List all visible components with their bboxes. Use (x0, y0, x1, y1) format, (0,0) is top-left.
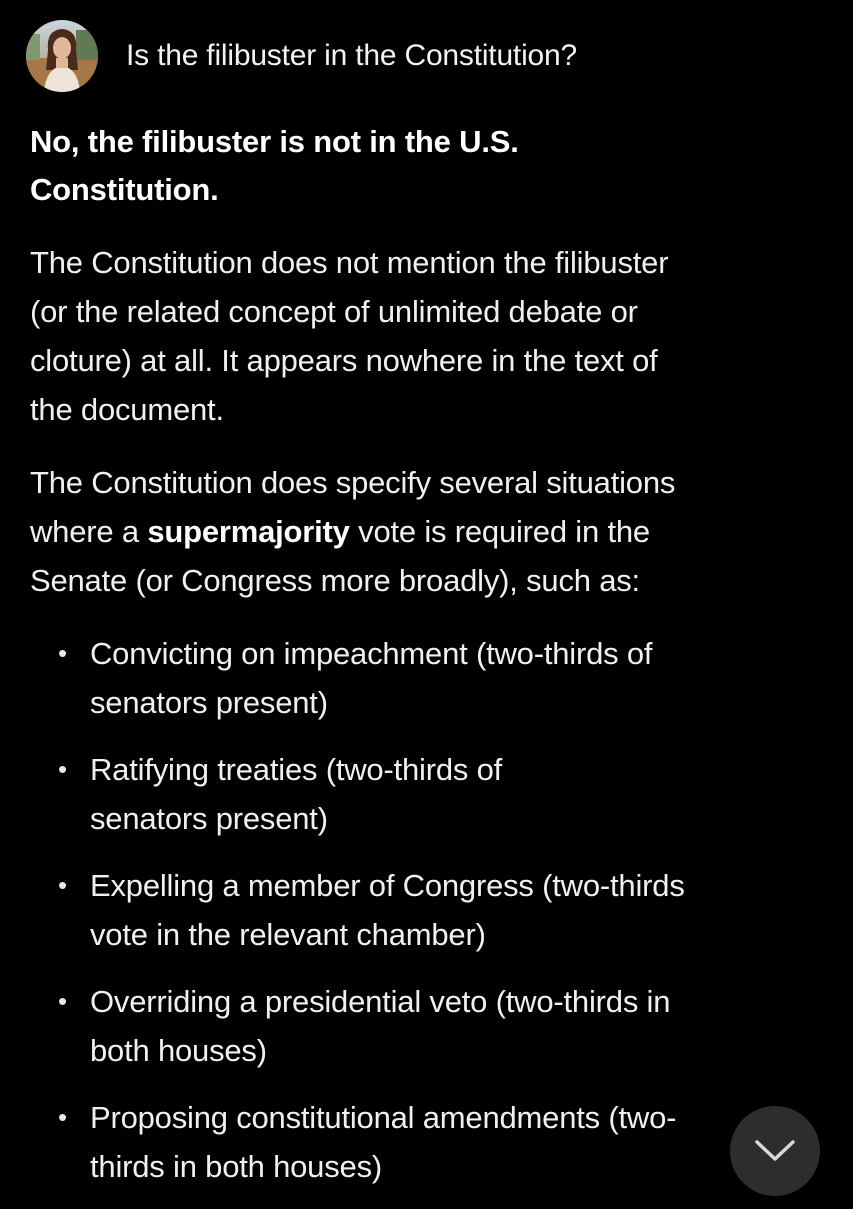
list-item-line: Ratifying treaties (two-thirds of (90, 752, 503, 787)
list-item-line: Overriding a presidential veto (two-thirds in (90, 984, 671, 1019)
supermajority-list (30, 629, 830, 1191)
paragraph-line: cloture) at all. It appears nowhere in the text of (30, 343, 658, 378)
bullet-icon: • (58, 870, 67, 900)
answer-lead (30, 118, 830, 214)
paragraph-line: the document. (30, 392, 224, 427)
paragraph-line: The Constitution does not mention the filibuster (30, 245, 669, 280)
paragraph-line: Senate (or Congress more broadly), such as: (30, 563, 640, 598)
scroll-to-bottom-button[interactable] (730, 1106, 820, 1196)
list-item-line: senators present) (90, 801, 328, 836)
user-question: Is the filibuster in the Constitution? (126, 39, 577, 72)
user-avatar[interactable] (26, 20, 98, 92)
list-item-line: thirds in both houses) (90, 1149, 382, 1184)
supermajority-emphasis: supermajority (147, 514, 350, 549)
list-item (30, 977, 830, 1075)
chevron-down-icon (753, 1138, 797, 1164)
list-item-line: Convicting on impeachment (two-thirds of (90, 636, 653, 671)
paragraph-line (30, 507, 830, 556)
bullet-icon: • (58, 986, 67, 1016)
list-item (30, 1093, 830, 1191)
list-item-line: vote in the relevant chamber) (90, 917, 486, 952)
chat-header (26, 20, 833, 92)
list-item (30, 861, 830, 959)
list-item (30, 629, 830, 727)
answer-paragraph-1 (30, 238, 830, 434)
list-item-line: both houses) (90, 1033, 267, 1068)
list-item (30, 745, 830, 843)
bullet-icon: • (58, 638, 67, 668)
paragraph-text: vote is required in the (349, 514, 650, 549)
bullet-icon: • (58, 1102, 67, 1132)
answer-paragraph-2 (30, 458, 830, 605)
list-item-line: Proposing constitutional amendments (two- (90, 1100, 677, 1135)
lead-line: Constitution. (30, 172, 219, 207)
paragraph-text: where a (30, 514, 148, 549)
bullet-icon: • (58, 754, 67, 784)
lead-line: No, the filibuster is not in the U.S. (30, 124, 519, 159)
avatar-photo (26, 20, 98, 92)
paragraph-line: (or the related concept of unlimited debate or (30, 294, 638, 329)
paragraph-line: The Constitution does specify several situations (30, 465, 676, 500)
list-item-line: senators present) (90, 685, 328, 720)
assistant-answer (30, 118, 830, 1209)
list-item-line: Expelling a member of Congress (two-thirds (90, 868, 685, 903)
